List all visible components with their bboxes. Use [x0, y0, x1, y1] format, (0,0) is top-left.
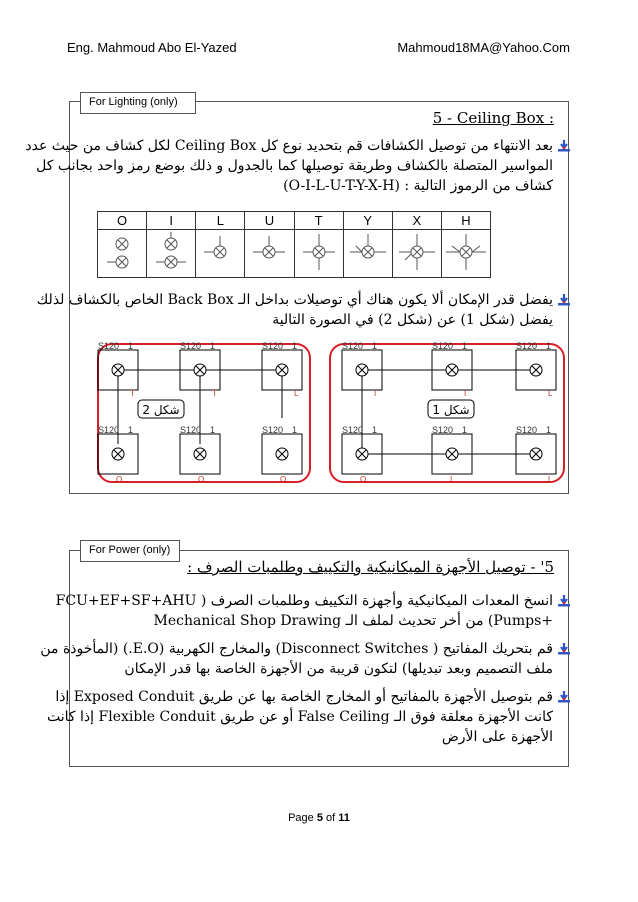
footer-page-word: Page [288, 812, 314, 824]
ceiling-box-symbol-table [97, 211, 491, 278]
svg-text:S120: S120 [432, 341, 454, 351]
svg-text:1: 1 [210, 425, 216, 435]
svg-text:L: L [548, 475, 553, 484]
svg-text:L: L [294, 389, 299, 398]
svg-text:O: O [198, 475, 205, 484]
svg-text:L: L [548, 389, 553, 398]
svg-text:1: 1 [462, 341, 468, 351]
symbol-header-l: L [196, 212, 245, 230]
power-bullet-2-line-1: قم بتحريك المفاتيح ( Disconnect Switches) والمخارج الكهربية (E.O.) (المأخوذة من [40, 641, 553, 657]
ceiling-box-heading: 5 - Ceiling Box : [432, 109, 554, 127]
svg-text:1: 1 [128, 341, 134, 351]
svg-text:1: 1 [546, 341, 552, 351]
back-box-wiring-diagram [96, 338, 566, 488]
svg-text:S120: S120 [98, 425, 120, 435]
symbol-l-drawing [196, 230, 245, 278]
header-author: Eng. Mahmoud Abo El-Yazed [67, 40, 237, 55]
svg-text:S120: S120 [262, 425, 284, 435]
figure-1-label [428, 400, 474, 418]
symbol-header-y: Y [343, 212, 392, 230]
page-footer [0, 812, 638, 824]
figure-2-group [98, 341, 310, 484]
power-bullet-2 [40, 639, 553, 679]
footer-total-pages: 11 [338, 812, 350, 824]
svg-text:S120: S120 [342, 341, 364, 351]
svg-text:S120: S120 [516, 425, 538, 435]
lighting-bullet-2-line-1: يفضل قدر الإمكان ألا يكون هناك أي توصيلات بداخل الـ Back Box الخاص بالكشاف لذلك [36, 292, 553, 308]
figure-2-outline [98, 344, 310, 482]
bullet-arrow-icon [557, 139, 571, 152]
svg-text:T: T [212, 389, 217, 398]
power-tag: For Power (only) [80, 540, 180, 562]
mechanical-connection-heading: 5' - توصيل الأجهزة الميكانيكية والتكييف وطلمبات الصرف : [187, 558, 554, 576]
symbol-header-o: O [98, 212, 147, 230]
svg-text:1: 1 [128, 425, 134, 435]
figure-2-label [138, 400, 184, 418]
power-bullet-3 [47, 687, 553, 747]
lighting-bullet-2 [36, 290, 553, 330]
svg-text:S120: S120 [432, 425, 454, 435]
svg-text:S120: S120 [180, 341, 202, 351]
power-bullet-3-line-3: الأجهزة على الأرض [441, 729, 553, 745]
lighting-bullet-1-line-1: بعد الانتهاء من توصيل الكشافات قم بتحديد نوع كل Ceiling Box لكل كشاف من حيث عدد [25, 138, 553, 154]
svg-text:S120: S120 [262, 341, 284, 351]
figure-1-group [330, 341, 564, 484]
bullet-arrow-icon [557, 642, 571, 655]
svg-text:O: O [116, 475, 123, 484]
svg-text:S120: S120 [516, 341, 538, 351]
symbol-y-drawing [343, 230, 392, 278]
footer-current-page: 5 [316, 812, 323, 824]
symbol-header-u: U [245, 212, 294, 230]
symbol-i-drawing [147, 230, 196, 278]
svg-text:1: 1 [372, 341, 378, 351]
footer-of-word: of [326, 812, 336, 824]
power-bullet-3-line-1: قم بتوصيل الأجهزة بالمفاتيح أو المخارج الخاصة بها عن طريق Exposed Conduit إذا [55, 689, 553, 705]
bullet-arrow-icon [557, 293, 571, 306]
svg-text:O: O [360, 475, 367, 484]
svg-text:1: 1 [372, 425, 378, 435]
svg-text:S120: S120 [342, 425, 364, 435]
svg-text:I: I [374, 389, 377, 398]
symbol-header-h: H [441, 212, 490, 230]
svg-text:1: 1 [462, 425, 468, 435]
bullet-arrow-icon [557, 690, 571, 703]
symbol-o-drawing [98, 230, 147, 278]
lighting-bullet-1 [25, 136, 553, 196]
svg-text:1: 1 [292, 425, 298, 435]
symbol-x-drawing [392, 230, 441, 278]
power-bullet-1-line-1: انسخ المعدات الميكانيكية وأجهزة التكييف وطلمبات الصرف ( FCU+EF+SF+AHU [55, 593, 553, 609]
symbol-u-drawing [245, 230, 294, 278]
power-bullet-1 [55, 591, 553, 631]
svg-text:I: I [450, 475, 453, 484]
symbol-header-i: I [147, 212, 196, 230]
svg-text:I: I [464, 389, 467, 398]
lighting-bullet-2-line-2: يفضل (شكل 1) عن (شكل 2) في الصورة التالية [272, 312, 553, 328]
fig2-fixture-bottom-1 [98, 425, 138, 484]
fig2-fixture-bottom-2 [180, 425, 220, 484]
svg-text:1: 1 [546, 425, 552, 435]
svg-text:1: 1 [210, 341, 216, 351]
lighting-tag: For Lighting (only) [80, 92, 196, 114]
svg-text:T: T [130, 389, 135, 398]
bullet-arrow-icon [557, 594, 571, 607]
power-bullet-1-line-2: +Pumps) من أخر تحديث لملف الـ Mechanical Shop Drawing [153, 613, 553, 629]
svg-text:شكل 2: شكل 2 [142, 403, 180, 417]
power-bullet-3-line-2: كانت الأجهزة معلقة فوق الـ False Ceiling أو عن طريق Flexible Conduit إذا كانت [47, 709, 553, 725]
symbol-h-drawing [441, 230, 490, 278]
power-bullet-2-line-2: ملف التصميم وبعد تبديلها) لتكون قريبة من الأجهزة الخاصة بها قدر الإمكان [124, 661, 553, 677]
svg-text:S120: S120 [180, 425, 202, 435]
svg-text:O: O [280, 475, 287, 484]
svg-text:1: 1 [292, 341, 298, 351]
svg-text:شكل 1: شكل 1 [432, 403, 470, 417]
svg-text:S120: S120 [98, 341, 120, 351]
symbol-header-t: T [294, 212, 343, 230]
fig2-fixture-bottom-3 [262, 425, 302, 484]
header-email: Mahmoud18MA@Yahoo.Com [397, 40, 570, 55]
lighting-bullet-1-line-3: كشاف من الرموز التالية : (O-I-L-U-T-Y-X-H) [283, 178, 553, 194]
symbol-header-x: X [392, 212, 441, 230]
symbol-t-drawing [294, 230, 343, 278]
lighting-bullet-1-line-2: المواسير المتصلة بالكشاف وطريقة توصيلها كما بالجدول و ذلك بوضع رمز واحد بجانب كل [36, 158, 553, 174]
